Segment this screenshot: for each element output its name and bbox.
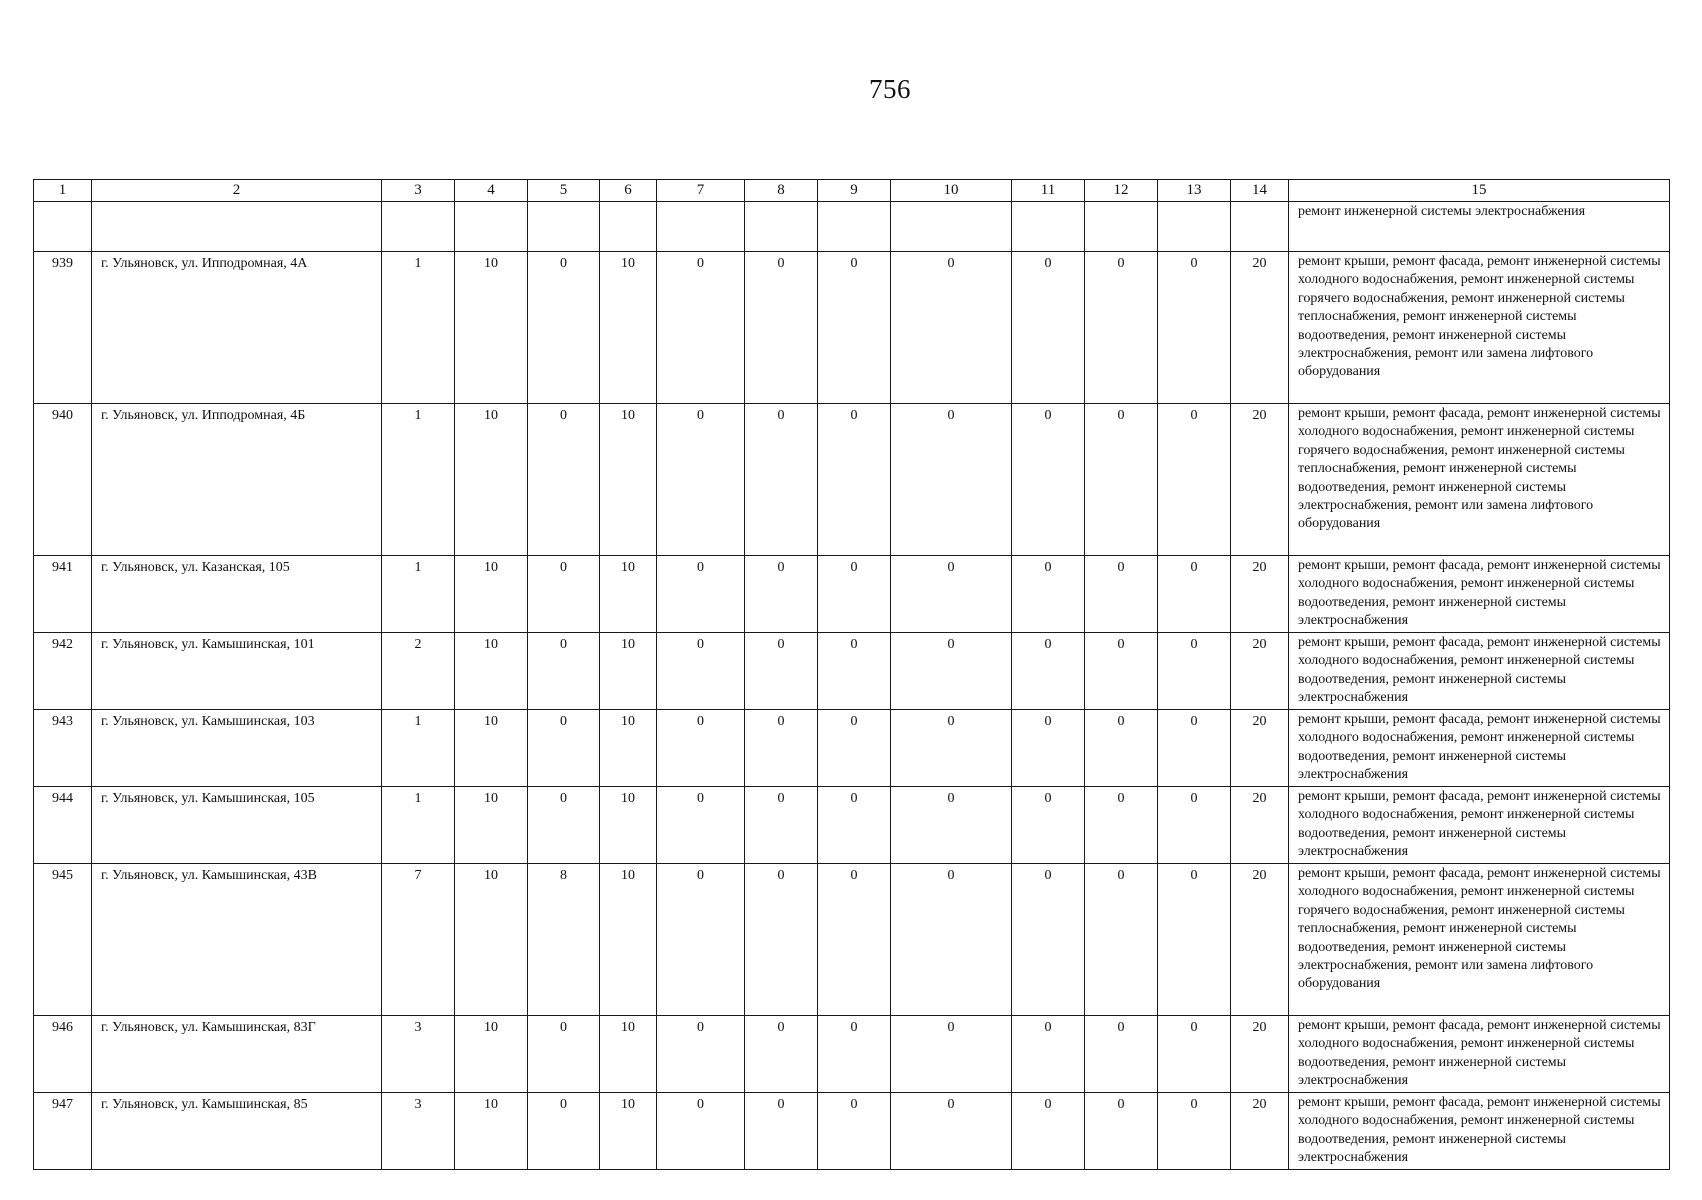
address-cell: г. Ульяновск, ул. Ипподромная, 4А — [92, 252, 382, 404]
address-cell: г. Ульяновск, ул. Ипподромная, 4Б — [92, 404, 382, 556]
value-cell-c11: 0 — [1012, 710, 1085, 787]
value-cell-c9: 0 — [818, 404, 891, 556]
value-cell-c12: 0 — [1085, 1016, 1158, 1093]
header-cell: 2 — [92, 180, 382, 202]
value-cell-c10: 0 — [891, 1016, 1012, 1093]
value-cell-c4: 10 — [455, 864, 528, 1016]
value-cell-c14: 20 — [1231, 1093, 1289, 1170]
value-cell-c4: 10 — [455, 633, 528, 710]
header-cell: 1 — [34, 180, 92, 202]
value-cell-c5: 8 — [528, 864, 600, 1016]
value-cell-c3: 3 — [382, 1016, 455, 1093]
value-cell-c13: 0 — [1158, 1093, 1231, 1170]
value-cell-c10: 0 — [891, 864, 1012, 1016]
value-cell-c6: 10 — [600, 252, 657, 404]
value-cell-c7: 0 — [657, 633, 745, 710]
value-cell-c14: 20 — [1231, 1016, 1289, 1093]
value-cell-c6: 10 — [600, 787, 657, 864]
value-cell-c12: 0 — [1085, 787, 1158, 864]
value-cell-c5: 0 — [528, 1016, 600, 1093]
value-cell-c7: 0 — [657, 1093, 745, 1170]
table-row — [34, 1093, 1670, 1170]
value-cell-c13: 0 — [1158, 404, 1231, 556]
value-cell-c10: 0 — [891, 1093, 1012, 1170]
value-cell-c3: 2 — [382, 633, 455, 710]
value-cell-c11: 0 — [1012, 404, 1085, 556]
continuation-row — [34, 202, 1670, 252]
value-cell-c8: 0 — [745, 787, 818, 864]
value-cell-c4: 10 — [455, 710, 528, 787]
row-number-cell: 945 — [34, 864, 92, 1016]
value-cell-c8: 0 — [745, 1093, 818, 1170]
value-cell-c9: 0 — [818, 710, 891, 787]
value-cell-c12: 0 — [1085, 864, 1158, 1016]
works-cell: ремонт крыши, ремонт фасада, ремонт инженерной системы холодного водоснабжения, ремонт инженерной системы горячего водоснабжения, ремонт инженерной системы теплоснабжения, ремонт инженерной системы водоотведения, ремонт инженерной системы электроснабжения, ремонт или замена лифтового оборудования — [1289, 864, 1670, 1016]
value-cell-c6: 10 — [600, 633, 657, 710]
address-cell: г. Ульяновск, ул. Камышинская, 43В — [92, 864, 382, 1016]
row-number-cell: 941 — [34, 556, 92, 633]
repair-program-table — [33, 179, 1670, 1170]
value-cell-c8: 0 — [745, 633, 818, 710]
value-cell-c11: 0 — [1012, 252, 1085, 404]
header-cell: 12 — [1085, 180, 1158, 202]
value-cell-c14: 20 — [1231, 633, 1289, 710]
value-cell-c7: 0 — [657, 1016, 745, 1093]
value-cell-c5: 0 — [528, 1093, 600, 1170]
value-cell-c5: 0 — [528, 787, 600, 864]
value-cell-c12: 0 — [1085, 404, 1158, 556]
value-cell-c3: 1 — [382, 710, 455, 787]
value-cell-c12: 0 — [1085, 710, 1158, 787]
value-cell-c12: 0 — [1085, 1093, 1158, 1170]
value-cell-c7: 0 — [657, 787, 745, 864]
row-number-cell: 946 — [34, 1016, 92, 1093]
header-cell: 14 — [1231, 180, 1289, 202]
table-row — [34, 252, 1670, 404]
works-cell: ремонт крыши, ремонт фасада, ремонт инженерной системы холодного водоснабжения, ремонт инженерной системы горячего водоснабжения, ремонт инженерной системы теплоснабжения, ремонт инженерной системы водоотведения, ремонт инженерной системы электроснабжения, ремонт или замена лифтового оборудования — [1289, 404, 1670, 556]
value-cell-c3: 1 — [382, 787, 455, 864]
value-cell-c5: 0 — [528, 404, 600, 556]
header-cell: 7 — [657, 180, 745, 202]
value-cell-c9: 0 — [818, 864, 891, 1016]
header-cell: 4 — [455, 180, 528, 202]
address-cell: г. Ульяновск, ул. Камышинская, 85 — [92, 1093, 382, 1170]
value-cell-c4: 10 — [455, 1016, 528, 1093]
table-row — [34, 556, 1670, 633]
value-cell-c14: 20 — [1231, 556, 1289, 633]
row-number-cell: 940 — [34, 404, 92, 556]
table-body — [34, 180, 1670, 1170]
value-cell-c10: 0 — [891, 252, 1012, 404]
table-row — [34, 710, 1670, 787]
value-cell-c8: 0 — [745, 556, 818, 633]
value-cell-c4: 10 — [455, 252, 528, 404]
column-number-row — [34, 180, 1670, 202]
value-cell-c14: 20 — [1231, 404, 1289, 556]
value-cell-c10: 0 — [891, 556, 1012, 633]
address-cell: г. Ульяновск, ул. Камышинская, 83Г — [92, 1016, 382, 1093]
works-cell: ремонт крыши, ремонт фасада, ремонт инженерной системы холодного водоснабжения, ремонт инженерной системы водоотведения, ремонт инженерной системы электроснабжения — [1289, 1093, 1670, 1170]
table-row — [34, 404, 1670, 556]
value-cell-c12: 0 — [1085, 633, 1158, 710]
address-cell: г. Ульяновск, ул. Камышинская, 103 — [92, 710, 382, 787]
header-cell: 8 — [745, 180, 818, 202]
address-cell: г. Ульяновск, ул. Казанская, 105 — [92, 556, 382, 633]
works-cell: ремонт крыши, ремонт фасада, ремонт инженерной системы холодного водоснабжения, ремонт инженерной системы горячего водоснабжения, ремонт инженерной системы теплоснабжения, ремонт инженерной системы водоотведения, ремонт инженерной системы электроснабжения, ремонт или замена лифтового оборудования — [1289, 252, 1670, 404]
row-number-cell: 939 — [34, 252, 92, 404]
value-cell-c11: 0 — [1012, 864, 1085, 1016]
header-cell: 5 — [528, 180, 600, 202]
value-cell-c7: 0 — [657, 252, 745, 404]
value-cell-c10: 0 — [891, 633, 1012, 710]
value-cell-c5: 0 — [528, 710, 600, 787]
value-cell-c7: 0 — [657, 864, 745, 1016]
value-cell-c6: 10 — [600, 404, 657, 556]
value-cell-c14: 20 — [1231, 252, 1289, 404]
value-cell-c9: 0 — [818, 633, 891, 710]
value-cell-c3: 1 — [382, 556, 455, 633]
value-cell-c8: 0 — [745, 404, 818, 556]
table-row — [34, 1016, 1670, 1093]
table-row — [34, 787, 1670, 864]
value-cell-c11: 0 — [1012, 633, 1085, 710]
value-cell-c13: 0 — [1158, 252, 1231, 404]
value-cell-c9: 0 — [818, 787, 891, 864]
value-cell-c7: 0 — [657, 404, 745, 556]
header-cell: 11 — [1012, 180, 1085, 202]
row-number-cell: 947 — [34, 1093, 92, 1170]
value-cell-c9: 0 — [818, 556, 891, 633]
page-number: 756 — [869, 74, 911, 104]
value-cell-c9: 0 — [818, 1016, 891, 1093]
value-cell-c4: 10 — [455, 404, 528, 556]
value-cell-c8: 0 — [745, 864, 818, 1016]
value-cell-c3: 1 — [382, 404, 455, 556]
header-cell: 13 — [1158, 180, 1231, 202]
value-cell-c6: 10 — [600, 1016, 657, 1093]
header-cell: 9 — [818, 180, 891, 202]
value-cell-c11: 0 — [1012, 787, 1085, 864]
works-cell: ремонт крыши, ремонт фасада, ремонт инженерной системы холодного водоснабжения, ремонт инженерной системы водоотведения, ремонт инженерной системы электроснабжения — [1289, 1016, 1670, 1093]
value-cell-c5: 0 — [528, 633, 600, 710]
value-cell-c8: 0 — [745, 252, 818, 404]
value-cell-c14: 20 — [1231, 864, 1289, 1016]
address-cell: г. Ульяновск, ул. Камышинская, 101 — [92, 633, 382, 710]
works-cell: ремонт крыши, ремонт фасада, ремонт инженерной системы холодного водоснабжения, ремонт инженерной системы водоотведения, ремонт инженерной системы электроснабжения — [1289, 710, 1670, 787]
row-number-cell: 943 — [34, 710, 92, 787]
value-cell-c9: 0 — [818, 1093, 891, 1170]
value-cell-c6: 10 — [600, 710, 657, 787]
works-cell: ремонт инженерной системы электроснабжения — [1289, 202, 1670, 252]
row-number-cell: 944 — [34, 787, 92, 864]
value-cell-c3: 1 — [382, 252, 455, 404]
value-cell-c10: 0 — [891, 787, 1012, 864]
value-cell-c12: 0 — [1085, 252, 1158, 404]
header-cell: 3 — [382, 180, 455, 202]
value-cell-c8: 0 — [745, 710, 818, 787]
value-cell-c5: 0 — [528, 252, 600, 404]
value-cell-c4: 10 — [455, 1093, 528, 1170]
address-cell: г. Ульяновск, ул. Камышинская, 105 — [92, 787, 382, 864]
value-cell-c13: 0 — [1158, 556, 1231, 633]
value-cell-c4: 10 — [455, 787, 528, 864]
value-cell-c13: 0 — [1158, 864, 1231, 1016]
value-cell-c12: 0 — [1085, 556, 1158, 633]
header-cell: 10 — [891, 180, 1012, 202]
value-cell-c10: 0 — [891, 404, 1012, 556]
table-row — [34, 633, 1670, 710]
value-cell-c11: 0 — [1012, 1093, 1085, 1170]
value-cell-c6: 10 — [600, 1093, 657, 1170]
value-cell-c7: 0 — [657, 710, 745, 787]
value-cell-c9: 0 — [818, 252, 891, 404]
value-cell-c4: 10 — [455, 556, 528, 633]
value-cell-c6: 10 — [600, 556, 657, 633]
works-cell: ремонт крыши, ремонт фасада, ремонт инженерной системы холодного водоснабжения, ремонт инженерной системы водоотведения, ремонт инженерной системы электроснабжения — [1289, 556, 1670, 633]
value-cell-c6: 10 — [600, 864, 657, 1016]
value-cell-c8: 0 — [745, 1016, 818, 1093]
value-cell-c13: 0 — [1158, 633, 1231, 710]
value-cell-c5: 0 — [528, 556, 600, 633]
value-cell-c13: 0 — [1158, 710, 1231, 787]
value-cell-c14: 20 — [1231, 710, 1289, 787]
works-cell: ремонт крыши, ремонт фасада, ремонт инженерной системы холодного водоснабжения, ремонт инженерной системы водоотведения, ремонт инженерной системы электроснабжения — [1289, 787, 1670, 864]
value-cell-c3: 7 — [382, 864, 455, 1016]
value-cell-c13: 0 — [1158, 787, 1231, 864]
works-cell: ремонт крыши, ремонт фасада, ремонт инженерной системы холодного водоснабжения, ремонт инженерной системы водоотведения, ремонт инженерной системы электроснабжения — [1289, 633, 1670, 710]
row-number-cell: 942 — [34, 633, 92, 710]
value-cell-c3: 3 — [382, 1093, 455, 1170]
value-cell-c14: 20 — [1231, 787, 1289, 864]
value-cell-c13: 0 — [1158, 1016, 1231, 1093]
table-row — [34, 864, 1670, 1016]
value-cell-c7: 0 — [657, 556, 745, 633]
value-cell-c11: 0 — [1012, 556, 1085, 633]
value-cell-c11: 0 — [1012, 1016, 1085, 1093]
header-cell: 15 — [1289, 180, 1670, 202]
header-cell: 6 — [600, 180, 657, 202]
value-cell-c10: 0 — [891, 710, 1012, 787]
